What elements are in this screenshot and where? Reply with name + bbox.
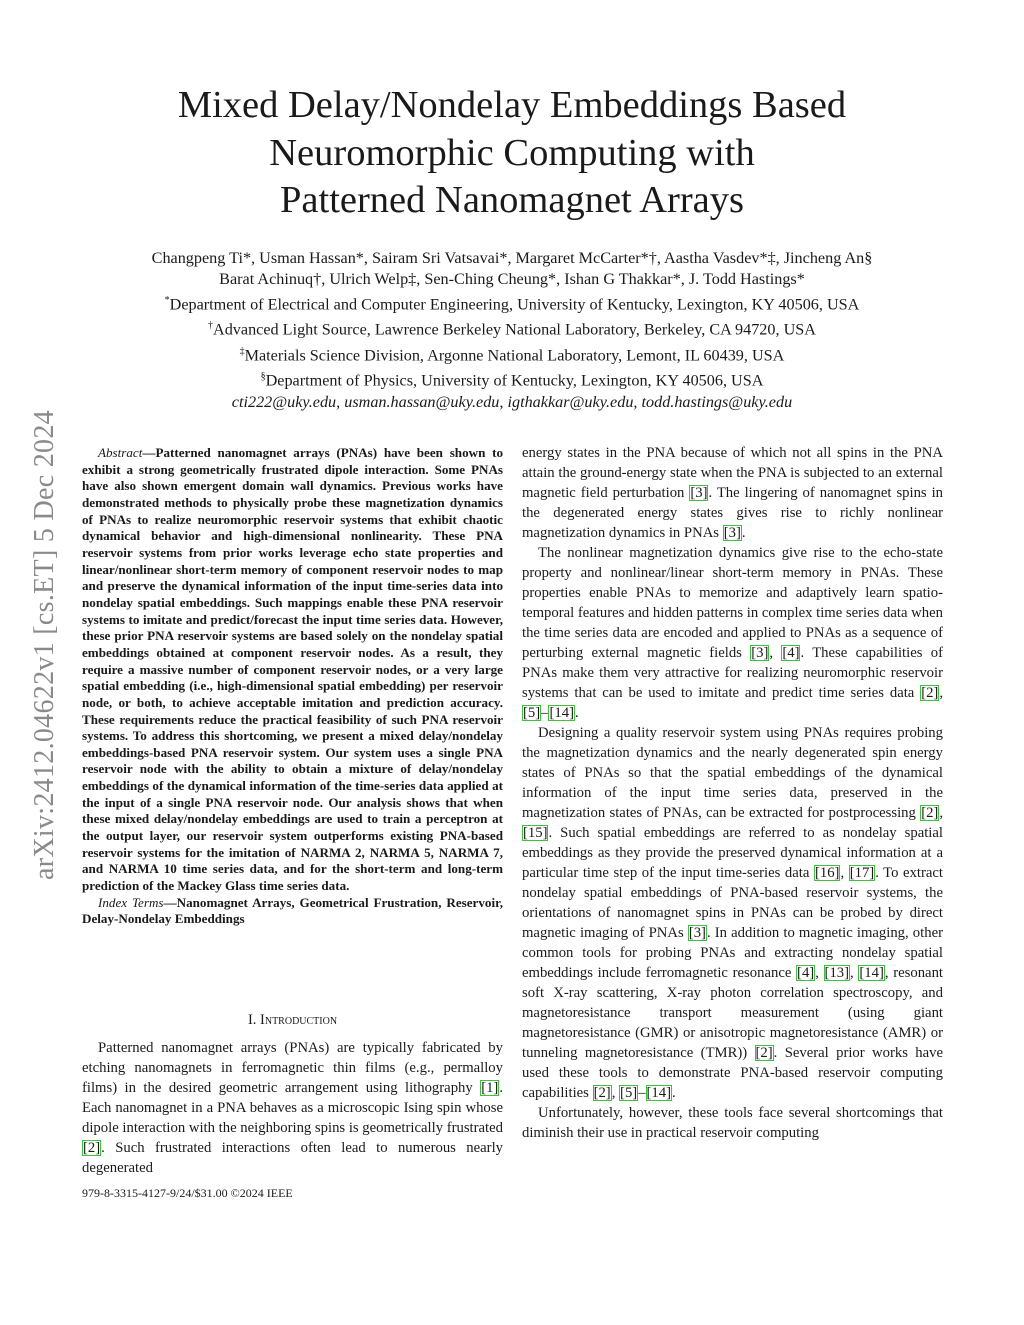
authors-line: Changpeng Ti*, Usman Hassan*, Sairam Sri Vatsavai*, Margaret McCarter*†, Aastha Vasdev*‡, Jincheng An§ xyxy=(151,249,873,267)
citation-link[interactable]: [2] xyxy=(921,685,939,701)
citation-link[interactable]: [3] xyxy=(751,645,769,661)
citation-link[interactable]: [5] xyxy=(523,705,541,721)
paragraph: The nonlinear magnetization dynamics give rise to the echo-state property and nonlinear/linear short-term memory in PNAs. These properties enable PNAs to memorize and adaptively learn spatio-temporal features and hidden patterns in complex time series data when the time series data are encoded and applied to PNAs as a sequence of perturbing external magnetic fields [3], [4]. These capabilities of PNAs make them very attractive for realizing neuromorphic reservoir systems that can be used to imitate and predict time series data [2], [5]–[14]. xyxy=(522,545,943,721)
index-terms-text: —Nanomagnet Arrays, Geometrical Frustration, Reservoir, Delay-Nondelay Embeddings xyxy=(82,894,503,927)
section-heading: I. Introduction xyxy=(247,1012,338,1028)
affiliation: ‡Materials Science Division, Argonne National Laboratory, Lemont, IL 60439, USA xyxy=(239,345,785,365)
index-terms-label: Index Terms xyxy=(98,894,164,910)
citation-link[interactable]: [2] xyxy=(593,1085,611,1101)
citation-link[interactable]: [17] xyxy=(849,865,875,881)
title-line: Patterned Nanomagnet Arrays xyxy=(280,179,744,221)
citation-link[interactable]: [2] xyxy=(83,1140,101,1156)
intro-left-column xyxy=(82,1038,503,1178)
paragraph: Patterned nanomagnet arrays (PNAs) are typically fabricated by etching nanomagnets in ferromagnetic thin films (e.g., permalloy films) in the desired geometric arrangement using lithography [1]. Each nanomagnet in a PNA behaves as a microscopic Ising spin whose dipole interaction with the neighboring spins is geometrically frustrated [2]. Such frustrated interactions often lead to numerous nearly degenerated xyxy=(82,1040,503,1176)
citation-link[interactable]: [14] xyxy=(646,1085,672,1101)
citation-link[interactable]: [14] xyxy=(549,705,574,721)
citation-link[interactable]: [16] xyxy=(814,865,840,881)
abstract xyxy=(82,445,503,928)
title-line: Mixed Delay/Nondelay Embeddings Based xyxy=(177,84,847,126)
citation-link[interactable]: [13] xyxy=(824,965,850,981)
citation-link[interactable]: [5] xyxy=(620,1085,638,1101)
citation-link[interactable]: [3] xyxy=(688,925,706,941)
paper-title xyxy=(0,82,1024,225)
authors-line: Barat Achinuq†, Ulrich Welp‡, Sen-Ching Cheung*, Ishan G Thakkar*, J. Todd Hastings* xyxy=(219,270,805,288)
abstract-text: —Patterned nanomagnet arrays (PNAs) have been shown to exhibit a strong geometrically frustrated dipole interaction. Some PNAs have also shown emergent domain wall dynamics. Previous works have demonstrated methods to physically probe these magnetization dynamics of PNAs to realize neuromorphic reservoir systems that exhibit chaotic dynamical behavior and high-dimensional nonlinearity. These PNA reservoir systems from prior works leverage echo state properties and linear/nonlinear short-term memory of component reservoir nodes to map and preserve the dynamical information of the input time-series data into nondelay spatial embeddings. Such mappings enable these PNA reservoir systems to imitate and predict/forecast the input time series data. However, these prior PNA reservoir systems are based solely on the nondelay spatial embeddings obtained at component reservoir nodes. As a result, they require a massive number of component reservoir nodes, or a very large spatial embedding (i.e., high-dimensional spatial embedding) per reservoir node, or both, to achieve acceptable imitation and prediction accuracy. These requirements reduce the practical feasibility of such PNA reservoir systems. To address this shortcoming, we present a mixed delay/nondelay embeddings-based PNA reservoir system. Our system uses a single PNA reservoir node with the ability to obtain a mixture of delay/nondelay embeddings of the dynamical information of the time-series data applied at the input of a single PNA reservoir node. Our analysis shows that when these mixed delay/nondelay embeddings are used to train a perceptron at the output layer, our reservoir system outperforms existing PNA-based reservoir systems for the imitation of NARMA 2, NARMA 5, NARMA 7, and NARMA 10 time series data, and for the short-term and long-term prediction of the Mackey Glass time series data. xyxy=(82,445,503,894)
citation-link[interactable]: [1] xyxy=(481,1080,499,1096)
author-block xyxy=(0,248,1024,413)
affiliation: †Advanced Light Source, Lawrence Berkeley National Laboratory, Berkeley, CA 94720, USA xyxy=(208,320,816,339)
citation-link[interactable]: [3] xyxy=(690,485,708,501)
abstract-label: Abstract xyxy=(98,445,143,460)
citation-link[interactable]: [4] xyxy=(797,965,815,981)
paragraph: Designing a quality reservoir system using PNAs requires probing the magnetization dynamics and the nearly degenerated spin energy states of PNAs so that the spatial embeddings of the dynamical information of the input time series data, preserved in the magnetization states of PNAs, can be extracted for postprocessing [2], [15]. Such spatial embeddings are referred to as nondelay spatial embeddings as they provide the preserved dynamical information at a particular time step of the input time-series data [16], [17]. To extract nondelay spatial embeddings of PNA-based reservoir systems, the orientations of nanomagnet spins in PNAs can be probed by direct magnetic imaging of PNAs [3]. In addition to magnetic imaging, other common tools for probing PNAs and extracting nondelay spatial embeddings include ferromagnetic resonance [4], [13], [14], resonant soft X-ray scattering, X-ray photon correlation spectroscopy, and magnetoresistance transport measurement (using giant magnetoresistance (GMR) or anisotropic magnetoresistance (AMR) or tunneling magnetoresistance (TMR)) [2]. Several prior works have used these tools to demonstrate PNA-based reservoir computing capabilities [2], [5]–[14]. xyxy=(522,725,943,1101)
copyright-footer: 979-8-3315-4127-9/24/$31.00 ©2024 IEEE xyxy=(82,1186,293,1200)
citation-link[interactable]: [3] xyxy=(723,525,741,541)
paragraph: energy states in the PNA because of which not all spins in the PNA attain the ground-energy state when the PNA is subjected to an external magnetic field perturbation [3]. The lingering of nanomagnet spins in the degenerated energy states gives rise to richly nonlinear magnetization dynamics in PNAs [3]. xyxy=(522,445,943,541)
citation-link[interactable]: [4] xyxy=(782,645,800,661)
affiliation: *Department of Electrical and Computer Engineering, University of Kentucky, Lexington, KY 40506, USA xyxy=(164,295,860,314)
paragraph: Unfortunately, however, these tools face several shortcomings that diminish their use in practical reservoir computing xyxy=(522,1105,943,1141)
arxiv-stamp: arXiv:2412.04622v1 [cs.ET] 5 Dec 2024 xyxy=(29,410,60,880)
citation-link[interactable]: [15] xyxy=(523,825,548,841)
title-line: Neuromorphic Computing with xyxy=(269,131,755,174)
citation-link[interactable]: [2] xyxy=(755,1045,773,1061)
intro-right-column xyxy=(522,443,943,1143)
affiliation: §Department of Physics, University of Kentucky, Lexington, KY 40506, USA xyxy=(260,371,764,390)
citation-link[interactable]: [2] xyxy=(921,805,939,821)
citation-link[interactable]: [14] xyxy=(859,965,884,981)
author-emails: cti222@uky.edu, usman.hassan@uky.edu, igthakkar@uky.edu, todd.hastings@uky.edu xyxy=(231,392,793,411)
